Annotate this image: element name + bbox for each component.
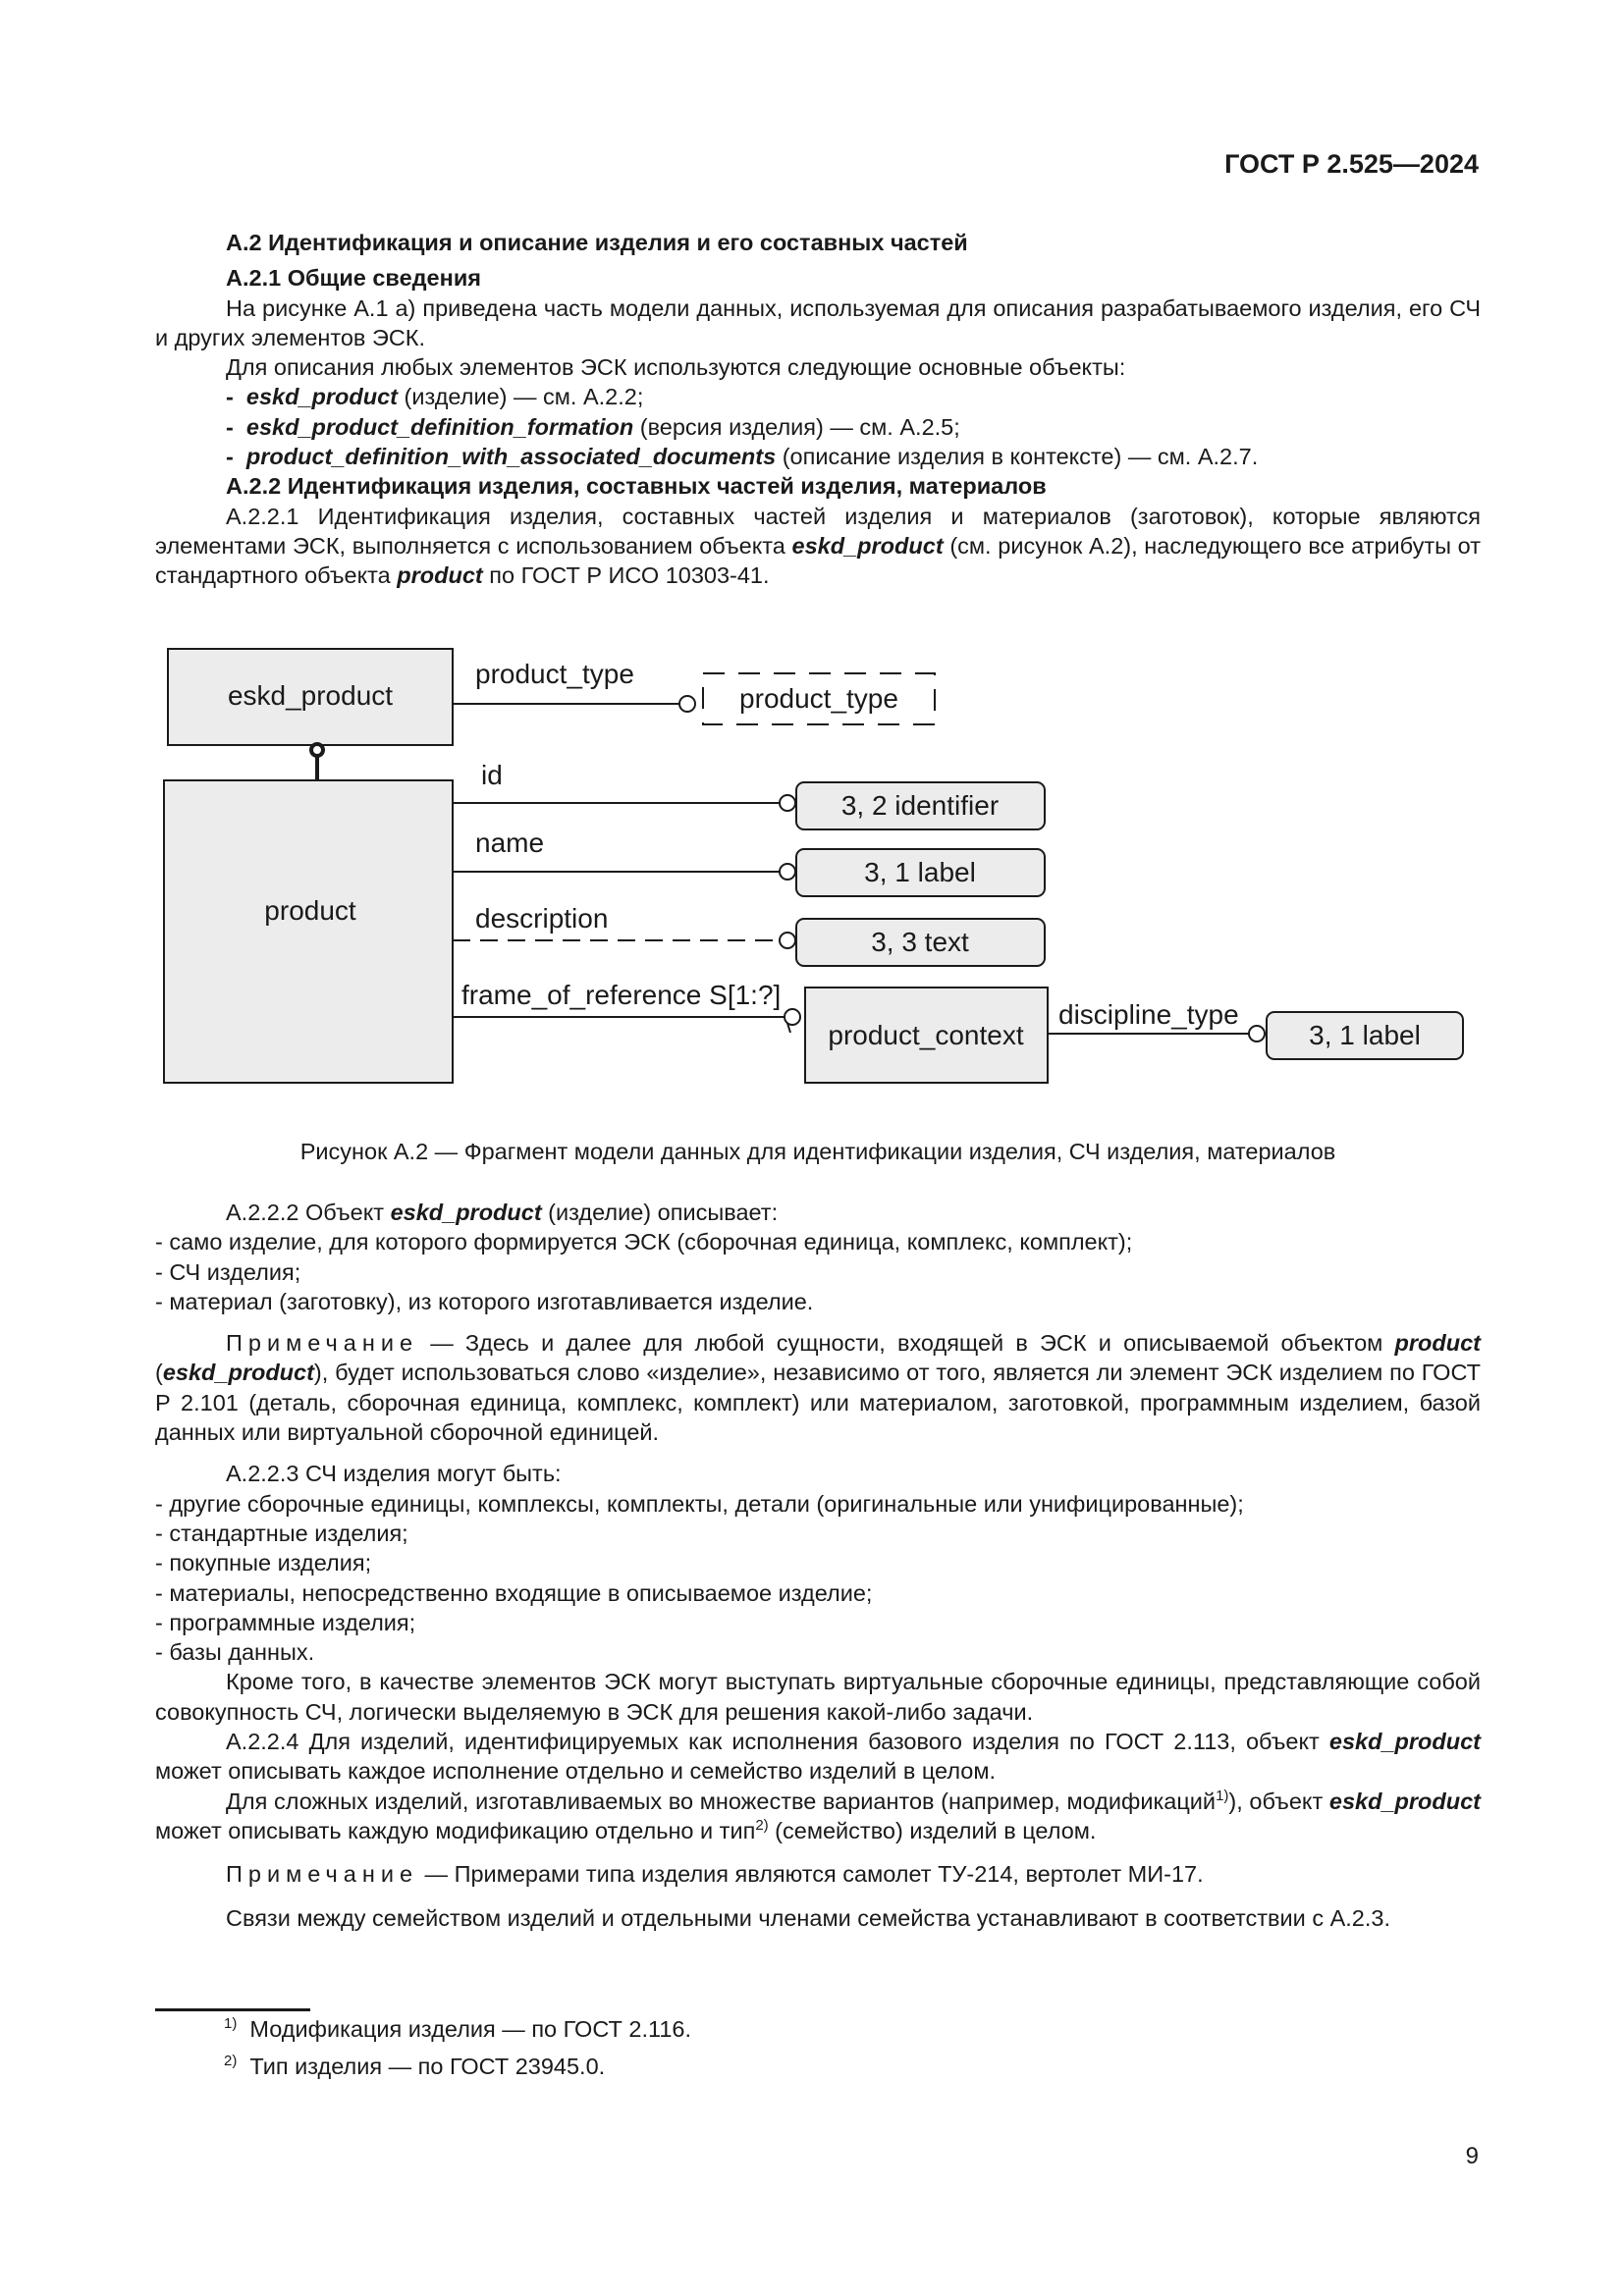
frame-of-reference-label: frame_of_reference S[1:?]	[461, 980, 782, 1010]
product-type-entity-label: product_type	[739, 683, 898, 714]
object-list-item: - eskd_product (изделие) — см. А.2.2;	[226, 384, 644, 410]
list-item: - покупные изделия;	[155, 1550, 372, 1576]
list-item: - стандартные изделия;	[155, 1520, 408, 1546]
list-item: - СЧ изделия;	[155, 1258, 301, 1285]
list-item: - другие сборочные единицы, комплексы, комплекты, детали (оригинальные или унифицированные);	[155, 1490, 1244, 1517]
paragraph-final: Связи между семейством изделий и отдельными членами семейства устанавливают в соответствии с А.2.3.	[226, 1904, 1390, 1931]
description-type-label: 3, 3 text	[871, 927, 969, 957]
section-a21-title: А.2.1 Общие сведения	[226, 265, 481, 292]
list-item: - базы данных.	[155, 1639, 315, 1666]
section-a2	[155, 228, 1481, 591]
paragraph-a21-2: Для описания любых элементов ЭСК используются следующие основные объекты:	[226, 354, 1126, 381]
discipline-attr-label: discipline_type	[1058, 999, 1239, 1030]
list-item: - само изделие, для которого формируется ЭСК (сборочная единица, комплекс, комплект);	[155, 1229, 1133, 1255]
discipline-type-label: 3, 1 label	[1309, 1020, 1421, 1050]
description-attr-label: description	[475, 903, 609, 934]
footnote-2: $^{2)}$ Тип изделия — по ГОСТ 23945.0.	[224, 2053, 606, 2079]
id-type-label: 3, 2 identifier	[840, 790, 1000, 821]
page-number: 9	[1465, 2143, 1479, 2169]
note-2: Примечание — Примерами типа изделия являются самолет ТУ-214, вертолет МИ-17.	[226, 1861, 1204, 1888]
list-item: - материалы, непосредственно входящие в описываемое изделие;	[155, 1579, 873, 1606]
paragraph-a223-extra: Кроме того, в качестве элементов ЭСК могут выступать виртуальные сборочные единицы, представляющие собой совокупность СЧ, логически выделяемую в ЭСК для решения какой-либо задачи.	[155, 1669, 1481, 1725]
name-type-label: 3, 1 label	[864, 857, 976, 887]
product-box	[164, 780, 453, 1083]
product-type-attr-label: product_type	[475, 659, 634, 689]
section-a2-title: А.2 Идентификация и описание изделия и его составных частей	[226, 230, 968, 255]
eskd-product-label: eskd_product	[227, 680, 394, 711]
paragraph-a21-1: На рисунке А.1 а) приведена часть модели данных, используемая для описания разрабатываемого изделия, его СЧ и других элементов ЭСК.	[155, 294, 1481, 350]
object-list-item: - product_definition_with_associated_documents (описание изделия в контексте) — см. А.2.7.	[226, 444, 1259, 470]
list-item: - программные изделия;	[155, 1609, 416, 1635]
paragraph-a224-variants: Для сложных изделий, изготавливаемых во множестве вариантов (например, модификаций$^{1)}$), объект eskd_product может описывать каждую модификацию отдельно и тип$^{2)}$ (семейство) изделий в целом.	[155, 1787, 1481, 1843]
paragraph-a222: А.2.2.2 Объект eskd_product (изделие) описывает:	[226, 1200, 779, 1225]
paragraph-a223: А.2.2.3 СЧ изделия могут быть:	[226, 1461, 562, 1487]
list-item: - материал (заготовку), из которого изготавливается изделие.	[155, 1288, 814, 1314]
section-a22-title: А.2.2 Идентификация изделия, составных частей изделия, материалов	[226, 473, 1047, 500]
product-label: product	[264, 895, 356, 926]
product-context-label: product_context	[828, 1020, 1024, 1050]
document-header: ГОСТ Р 2.525—2024	[1224, 149, 1479, 179]
id-attr-label: id	[481, 760, 503, 790]
figure-caption: Рисунок А.2 — Фрагмент модели данных для идентификации изделия, СЧ изделия, материалов	[299, 1139, 1336, 1164]
data-model-diagram	[147, 628, 1492, 1099]
paragraph-a224: А.2.2.4 Для изделий, идентифицируемых как исполнения базового изделия по ГОСТ 2.113, объект eskd_product может описывать каждое исполнение отдельно и семейство изделий в целом.	[155, 1729, 1481, 1785]
section-a22-body	[155, 1198, 1481, 1933]
footnote-1: $^{1)}$ Модификация изделия — по ГОСТ 2.116.	[224, 2015, 691, 2042]
object-list-item: - eskd_product_definition_formation (версия изделия) — см. А.2.5;	[226, 413, 960, 440]
paragraph-a221: А.2.2.1 Идентификация изделия, составных частей изделия и материалов (заготовок), которые являются элементами ЭСК, выполняется с использованием объекта eskd_product (см. рисунок А.2), наследующего все атрибуты от стандартного объекта product по ГОСТ Р ИСО 10303-41.	[155, 503, 1481, 589]
name-attr-label: name	[475, 828, 545, 858]
footnote-divider	[155, 2008, 310, 2011]
note-1: Примечание — Здесь и далее для любой сущности, входящей в ЭСК и описываемой объектом product (eskd_product), будет использоваться слово «изделие», независимо от того, является ли элемент ЭСК изделием по ГОСТ Р 2.101 (деталь, сборочная единица, комплекс, комплект) или материалом, заготовкой, программным изделием, базой данных или виртуальной сборочной единицей.	[155, 1330, 1481, 1446]
